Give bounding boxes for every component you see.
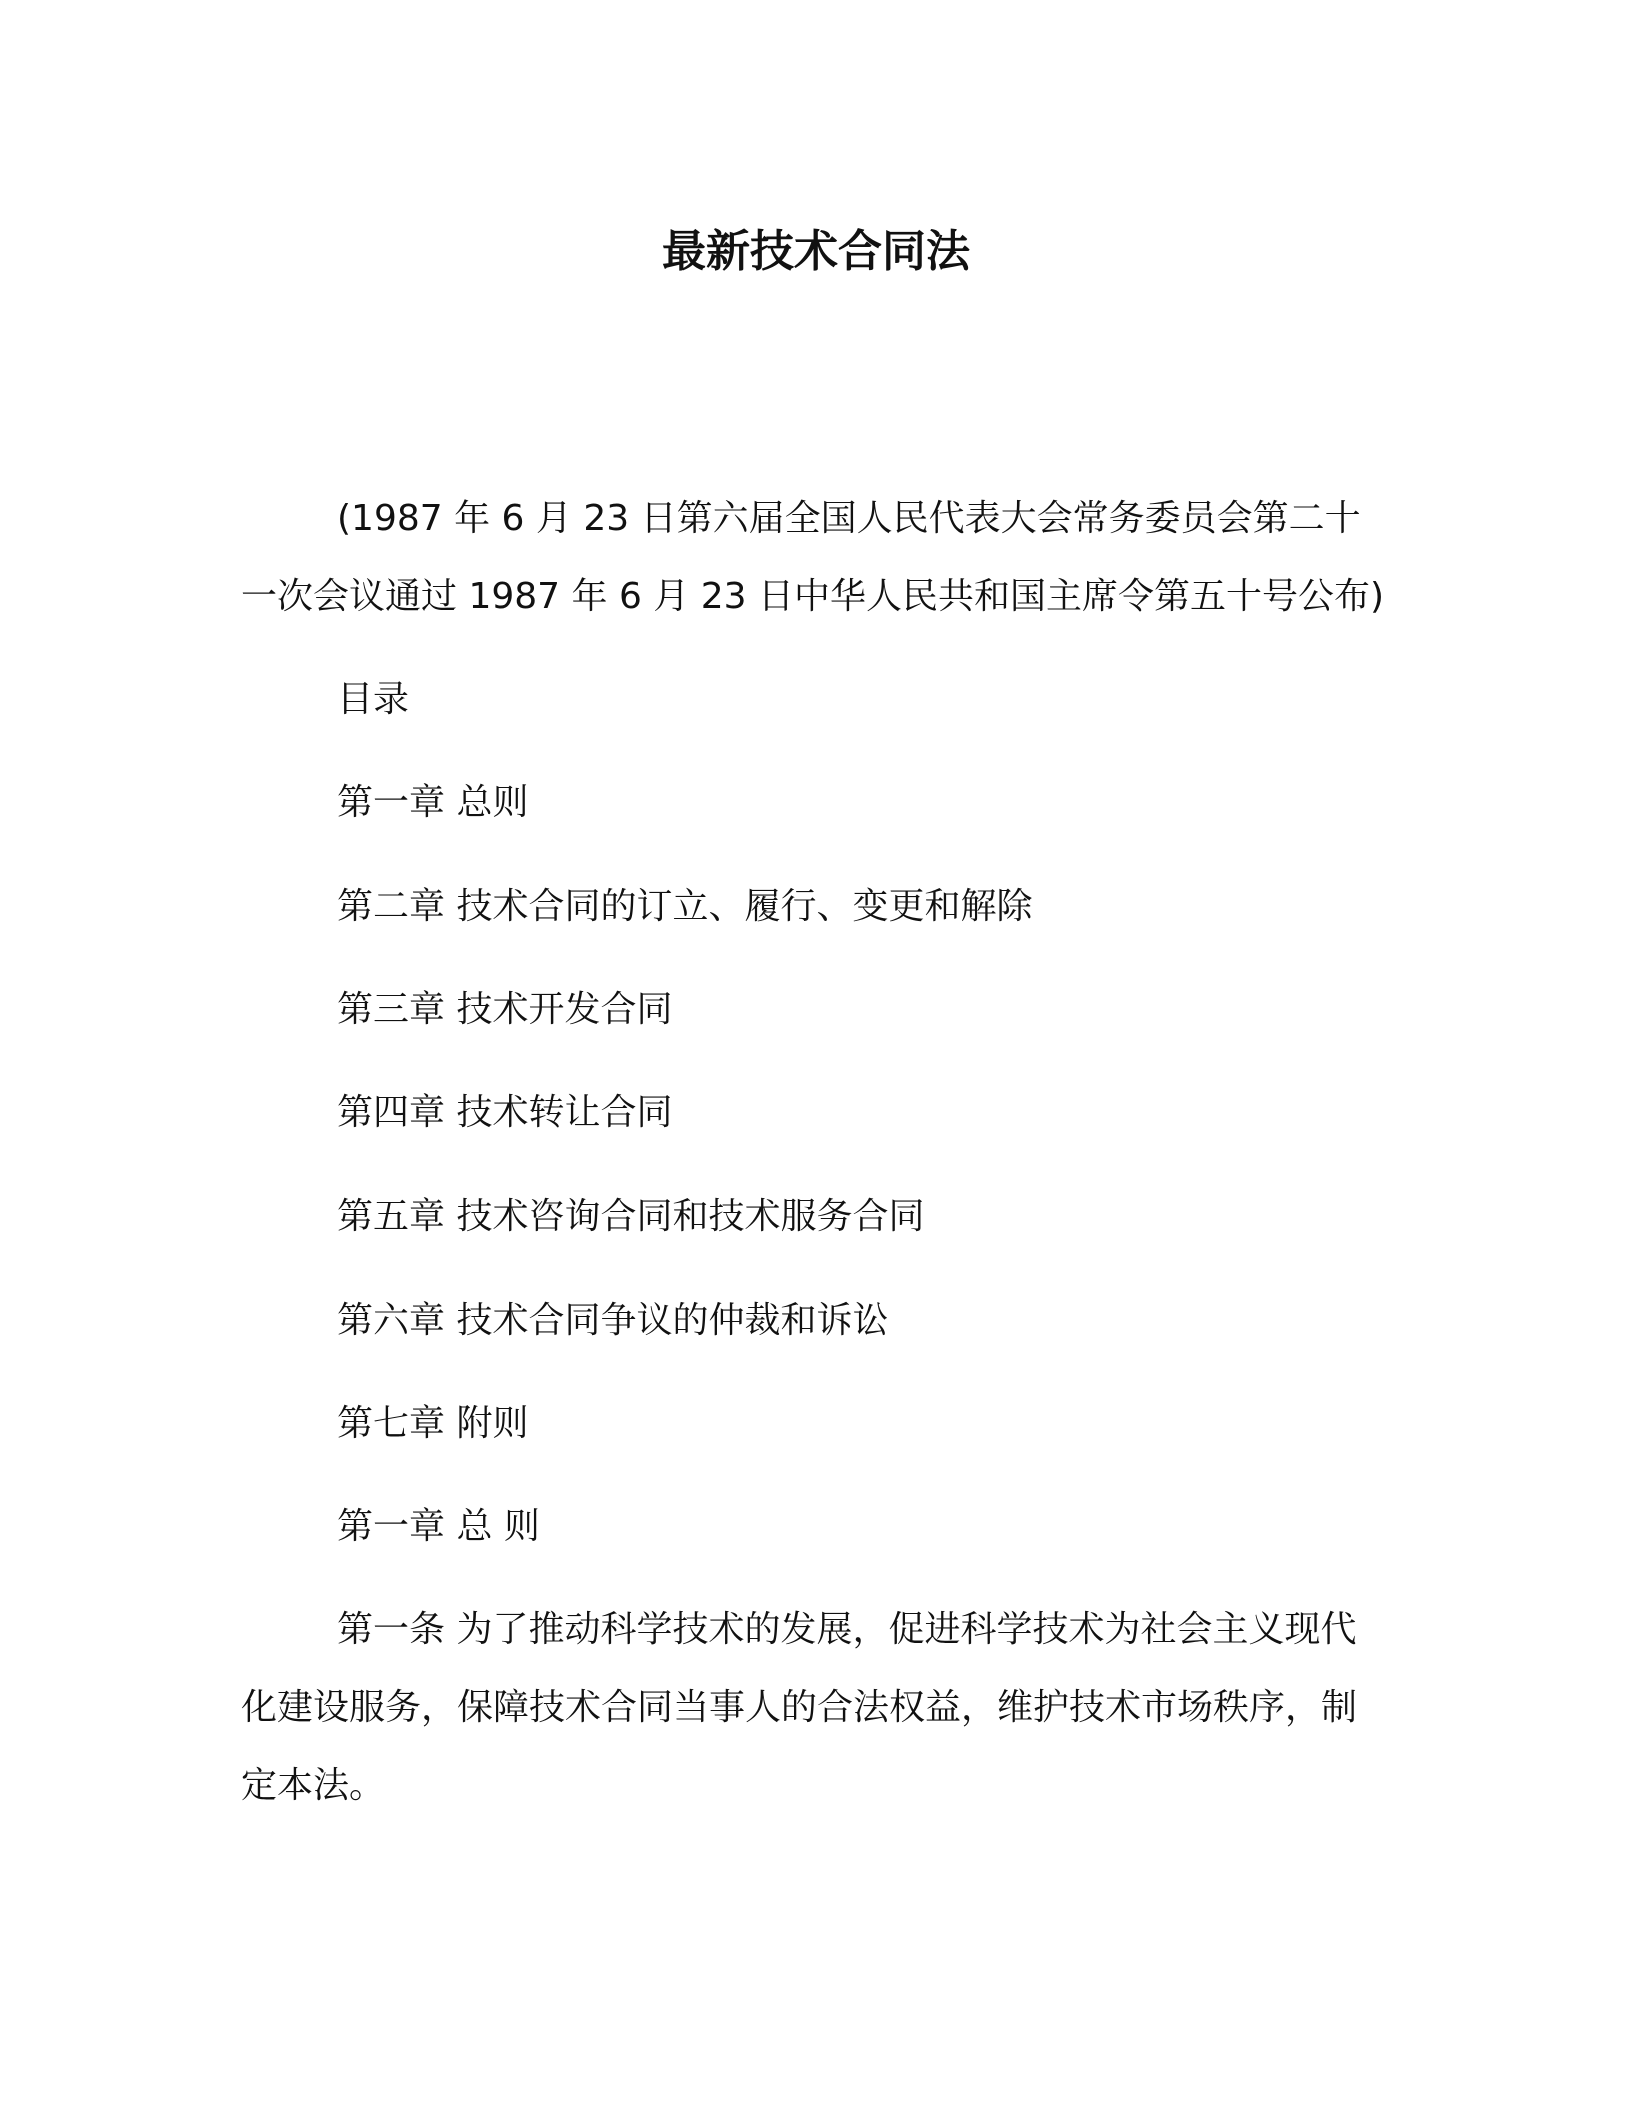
adoption-note: (1987 年 6 月 23 日第六届全国人民代表大会常务委员会第二十一次会议通过 1987 年 6 月 23 日中华人民共和国主席令第五十号公布) [241,498,1385,617]
toc-item-chapter-2: 第二章 技术合同的订立、履行、变更和解除 [337,886,1033,927]
toc-item-chapter-3: 第三章 技术开发合同 [337,989,673,1030]
toc-item-chapter-7: 第七章 附则 [337,1403,529,1444]
document-title: 最新技术合同法 [662,226,970,277]
toc-item-chapter-1: 第一章 总则 [337,782,529,823]
toc-item-chapter-6: 第六章 技术合同争议的仲裁和诉讼 [337,1300,889,1341]
toc-item-chapter-4: 第四章 技术转让合同 [337,1092,673,1133]
toc-item-chapter-5: 第五章 技术咨询合同和技术服务合同 [337,1196,925,1237]
toc-heading: 目录 [337,679,410,720]
article-1: 第一条 为了推动科学技术的发展，促进科学技术为社会主义现代化建设服务，保障技术合同当事人的合法权益，维护技术市场秩序，制定本法。 [241,1609,1358,1806]
chapter-heading: 第一章 总 则 [337,1506,540,1547]
